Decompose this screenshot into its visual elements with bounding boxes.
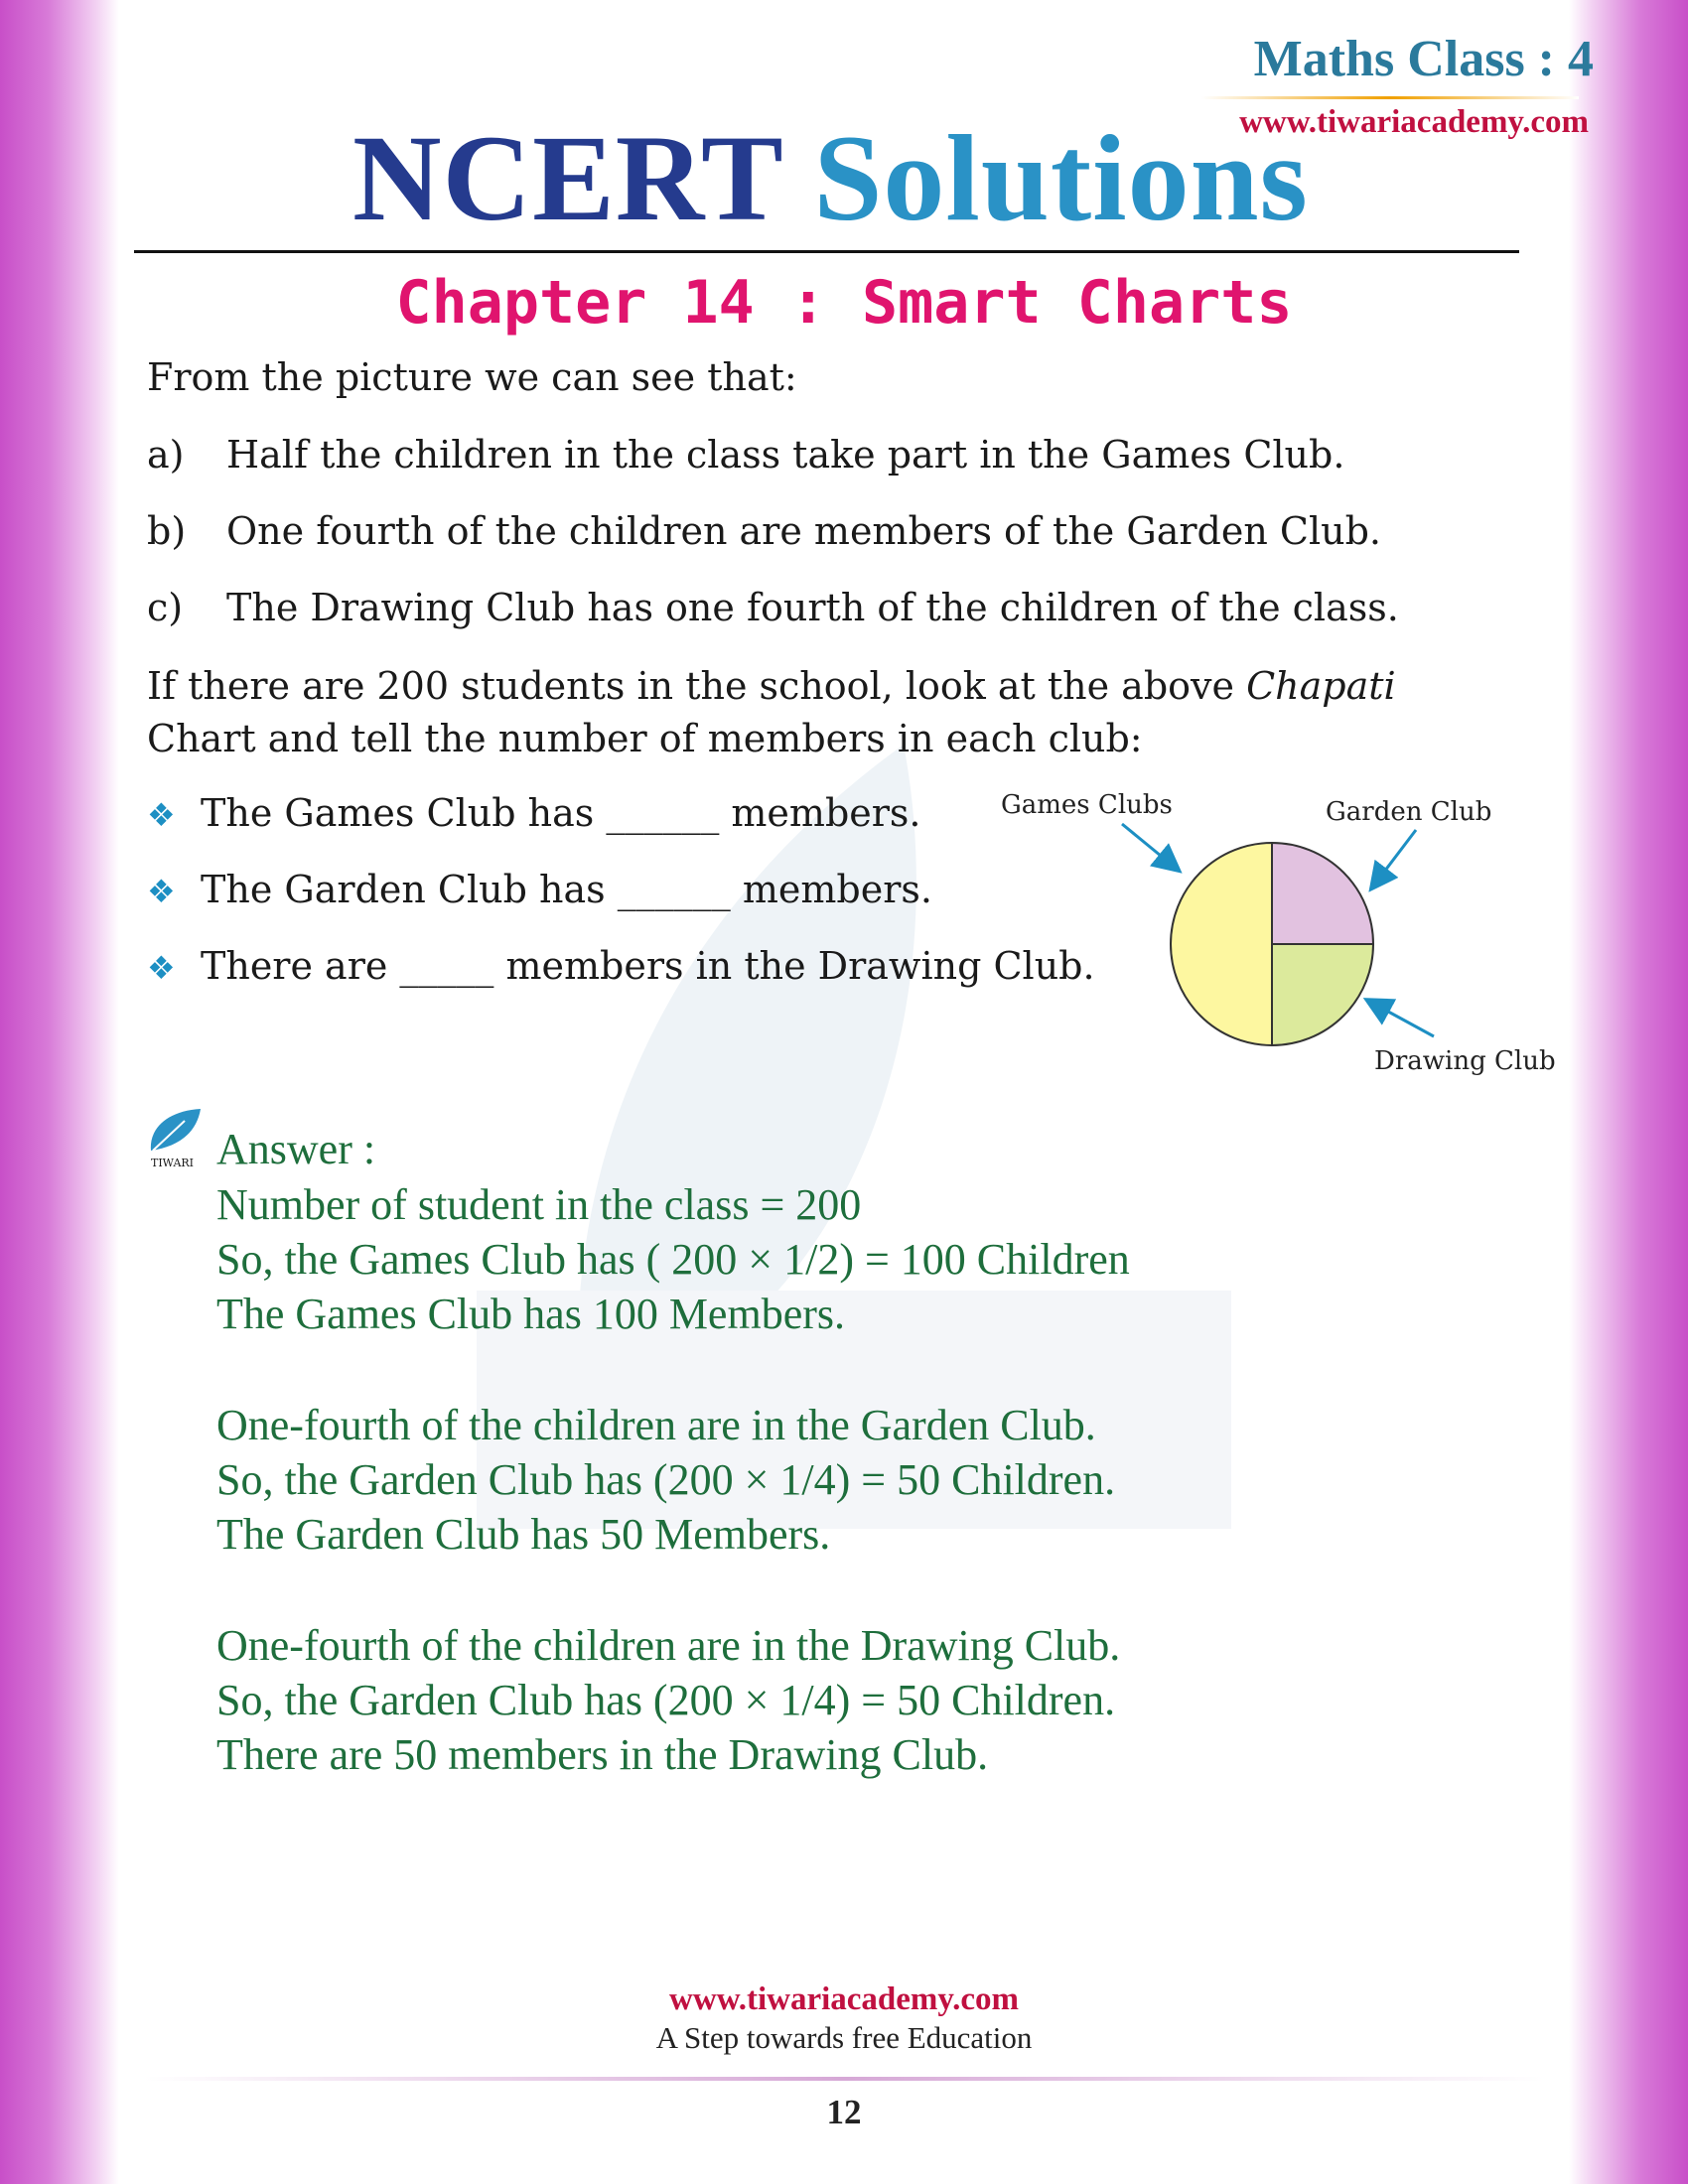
option-letter: a): [147, 433, 185, 477]
fill-blank-item: The Games Club has ______ members.: [201, 791, 921, 835]
class-label: Maths Class : 4: [1253, 31, 1594, 87]
diamond-bullet-icon: ❖: [147, 796, 176, 834]
question-prompt: [147, 660, 1468, 765]
option-letter: c): [147, 586, 184, 629]
page-number: 12: [826, 2093, 862, 2131]
option-letter: b): [147, 509, 187, 553]
answer-heading: Answer :: [216, 1125, 376, 1173]
prompt-italic-text: Chapati: [1246, 664, 1396, 708]
brand-word-solutions: Solutions: [813, 110, 1309, 246]
answer-line: Number of student in the class = 200: [216, 1180, 862, 1229]
fill-blank-item: The Garden Club has ______ members.: [201, 868, 932, 911]
svg-text:TIWARI: TIWARI: [151, 1157, 195, 1169]
answer-line: The Games Club has 100 Members.: [216, 1290, 845, 1338]
prompt-text-2: Chart and tell the number of members in each club:: [147, 717, 1143, 760]
option-text: The Drawing Club has one fourth of the children of the class.: [226, 586, 1399, 629]
arrow-drawing-club: [1368, 1001, 1434, 1036]
pie-label-garden-club: Garden Club: [1326, 797, 1492, 827]
pie-pointer-arrows: [1092, 794, 1450, 1052]
header-divider: [1201, 96, 1579, 99]
fill-blank-item: There are _____ members in the Drawing Club.: [201, 944, 1095, 988]
footer-divider: [144, 2077, 1544, 2081]
answer-line: There are 50 members in the Drawing Club.: [216, 1730, 989, 1779]
answer-line: So, the Games Club has ( 200 × 1/2) = 100 Children: [216, 1235, 1130, 1284]
pie-label-games-clubs: Games Clubs: [1001, 790, 1173, 820]
footer-website-link[interactable]: www.tiwariacademy.com: [669, 1981, 1019, 2017]
question-lead: From the picture we can see that:: [147, 355, 797, 399]
option-text: Half the children in the class take part in the Games Club.: [226, 433, 1345, 477]
prompt-text: If there are 200 students in the school, look at the above: [147, 664, 1247, 708]
brand-word-ncert: NCERT: [352, 110, 782, 246]
chapter-title: Chapter 14 : Smart Charts: [395, 268, 1293, 338]
option-text: One fourth of the children are members of the Garden Club.: [226, 509, 1382, 553]
answer-line: So, the Garden Club has (200 × 1/4) = 50 Children.: [216, 1676, 1116, 1724]
diamond-bullet-icon: ❖: [147, 949, 176, 987]
brand-title: [352, 110, 1309, 246]
diamond-bullet-icon: ❖: [147, 873, 176, 910]
arrow-games-clubs: [1122, 824, 1178, 870]
pie-label-drawing-club: Drawing Club: [1374, 1046, 1556, 1076]
answer-line: The Garden Club has 50 Members.: [216, 1510, 831, 1559]
title-divider: [134, 250, 1519, 253]
header-website-link[interactable]: www.tiwariacademy.com: [1239, 104, 1589, 140]
arrow-garden-club: [1372, 830, 1416, 887]
answer-line: One-fourth of the children are in the Garden Club.: [216, 1401, 1096, 1449]
tiwari-leaf-icon: [145, 1107, 207, 1174]
answer-line: One-fourth of the children are in the Drawing Club.: [216, 1621, 1121, 1670]
answer-line: So, the Garden Club has (200 × 1/4) = 50 Children.: [216, 1455, 1116, 1504]
footer-tagline: A Step towards free Education: [655, 2020, 1033, 2055]
